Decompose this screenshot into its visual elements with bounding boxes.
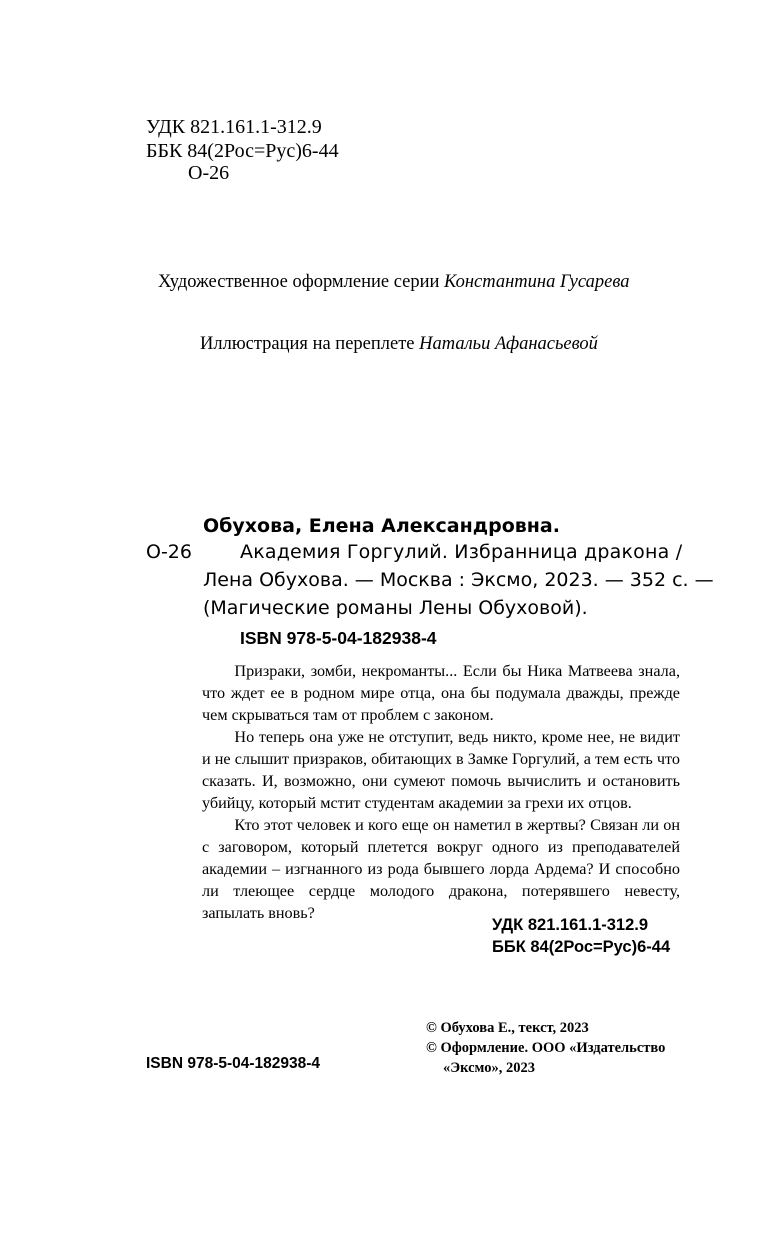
annotation-paragraph: Кто этот человек и кого еще он наметил в жертвы? Связан ли он с заговором, который плетется вокруг одного из преподавателей академии – изгнанного из рода бывшего лорда Ардема? И способно ли тлеющее сердце молодого дракона, потерявшего невесту, запылать вновь? (202, 816, 680, 922)
series-design-credit (158, 272, 629, 293)
copyright-text: © Обухова Е., текст, 2023 (426, 1020, 589, 1036)
copyright-design-cont: «Эксмо», 2023 (443, 1060, 535, 1076)
series-design-name: Константина Гусарева (444, 272, 630, 292)
author-sign: О-26 (188, 162, 230, 184)
annotation (202, 660, 680, 924)
annotation-paragraph: Призраки, зомби, некроманты... Если бы Ника Матвеева знала, что ждет ее в родном мире отца, она бы подумала дважды, прежде чем скрываться там от проблем с законом. (202, 662, 680, 724)
bbk-code: ББК 84(2Рос=Рус)6-44 (146, 140, 339, 162)
cover-illustration-name: Натальи Афанасьевой (419, 334, 598, 354)
bottom-udk: УДК 821.161.1-312.9 (492, 916, 649, 934)
catalog-line-1: Академия Горгулий. Избранница дракона / (240, 541, 683, 563)
catalog-isbn: ISBN 978-5-04-182938-4 (240, 628, 437, 648)
bottom-bbk: ББК 84(2Рос=Рус)6-44 (492, 938, 671, 956)
annotation-paragraph: Но теперь она уже не отступит, ведь никто, кроме нее, не видит и не слышит призраков, обитающих в Замке Горгулий, а тем есть что сказать. И, возможно, они сумеют помочь вычислить и остановить убийцу, который мстит студентам академии за грехи их отцов. (202, 728, 680, 812)
udk-code: УДК 821.161.1-312.9 (146, 116, 322, 138)
catalog-line-2: Лена Обухова. — Москва : Эксмо, 2023. — 352 с. — (203, 569, 714, 591)
catalog-author: Обухова, Елена Александровна. (203, 515, 560, 537)
catalog-code: О-26 (146, 541, 192, 563)
cover-illustration-credit (200, 334, 598, 355)
catalog-line-3: (Магические романы Лены Обуховой). (203, 597, 588, 619)
series-design-label: Художественное оформление серии (158, 272, 440, 292)
copyright-design: © Оформление. ООО «Издательство (426, 1040, 666, 1056)
cover-illustration-label: Иллюстрация на переплете (200, 334, 415, 354)
bottom-isbn: ISBN 978-5-04-182938-4 (146, 1055, 321, 1072)
